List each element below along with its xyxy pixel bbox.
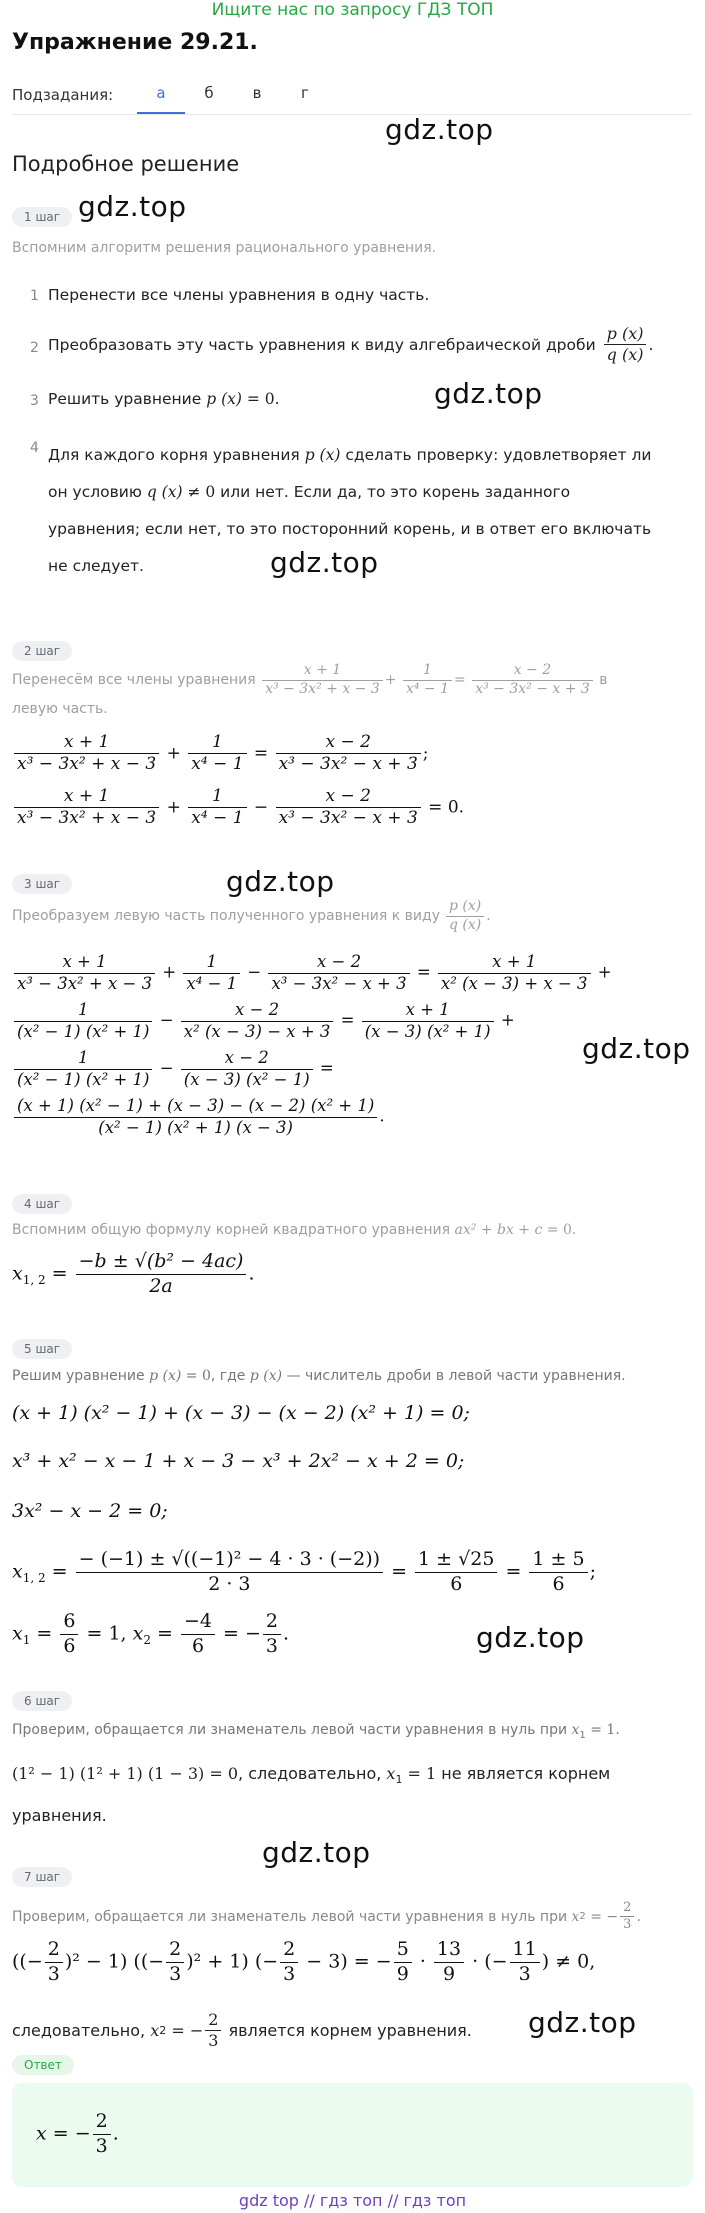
- page-title: Упражнение 29.21.: [12, 30, 258, 55]
- search-banner[interactable]: Ищите нас по запросу ГДЗ ТОП: [211, 0, 494, 20]
- tabs-divider: [12, 114, 692, 115]
- equation: $\frac{\text{(x + 1) (x² − 1) + (x − 3) − (x − 2) (x² + 1)}}{\text{(x² − 1) (x² + 1) (x − 3)}}$ .: [12, 1096, 385, 1138]
- equation: $x_1$ = $\frac{6}{6}$ = 1, $x_2$ = $\frac{-4}{6}$ = − $\frac{2}{3}$ .: [12, 1610, 290, 1657]
- subtasks-label: Подзадания:: [12, 86, 114, 104]
- equation: x³ + x² − x − 1 + x − 3 − x³ + 2x² − x + 2 = 0;: [12, 1450, 465, 1472]
- step-text: следовательно, x 2 = − $\frac{2}{3}$ является корнем уравнения.: [12, 2010, 472, 2050]
- subtask-tabs: [137, 84, 329, 114]
- equation: (x + 1) (x² − 1) + (x − 3) − (x − 2) (x² + 1) = 0;: [12, 1402, 470, 1424]
- watermark: gdz.top: [78, 190, 187, 223]
- tab-g[interactable]: г: [301, 84, 309, 102]
- watermark: gdz.top: [434, 377, 543, 410]
- footer-links[interactable]: gdz top // гдз топ // гдз топ: [238, 2191, 467, 2210]
- equation: $\frac{x + 1}{\text{x³ − 3x² + x − 3}}$ + $\frac{1}{\text{x⁴ − 1}}$ − $\frac{x - 2}{\text{x³ − 3x² − x + 3}}$ = 0.: [12, 786, 464, 830]
- equation: 3x² − x − 2 = 0;: [12, 1500, 168, 1522]
- equation: $\frac{1}{\text{(x² − 1) (x² + 1)}}$ − $\frac{x - 2}{\text{x² (x − 3) − x + 3}}$ = $\frac{x + 1}{\text{(x − 3) (x² + 1)}}$ +: [12, 1000, 515, 1042]
- list-item: Решить уравнение p (x) = 0.: [48, 390, 280, 408]
- step-hint: Проверим, обращается ли знаменатель левой части уравнения в нуль при $x_1 = 1$.: [12, 1722, 620, 1741]
- list-item: Преобразовать эту часть уравнения к виду алгебраической дроби $\frac{p (x)}{q (x)}$ .: [48, 324, 654, 364]
- equation: $x_{1, 2}$ = $\frac{\text{− (−1) ± √((−1)² − 4 · 3 · (−2))}}{2 \cdot 3}$ = $\frac{1 \pm √25}{6}$ = $\frac{1 \pm 5}{6}$ ;: [12, 1548, 597, 1595]
- watermark: gdz.top: [582, 1032, 691, 1065]
- step-text: (1² − 1) (1² + 1) (1 − 3) = 0, следовательно, $x_1 = 1$ не является корнем уравнения.: [12, 1764, 611, 1826]
- list-number: 2: [30, 340, 39, 356]
- step-hint: Вспомним общую формулу корней квадратного уравнения ax² + bx + c = 0.: [12, 1222, 577, 1238]
- solution-heading: Подробное решение: [12, 152, 240, 176]
- step-badge: 2 шаг: [12, 641, 72, 661]
- answer-equation: x = − $\frac{2}{3}$ .: [36, 2110, 119, 2157]
- step-badge: 6 шаг: [12, 1691, 72, 1711]
- tab-a[interactable]: а: [137, 84, 185, 114]
- step-badge: 3 шаг: [12, 874, 72, 894]
- step-hint: Проверим, обращается ли знаменатель левой части уравнения в нуль при x 2 = − $\frac{2}{3}$ .: [12, 1900, 641, 1933]
- step-hint: Решим уравнение p (x) = 0, где p (x) — числитель дроби в левой части уравнения.: [12, 1368, 626, 1384]
- step-hint: Вспомним алгоритм решения рационального уравнения.: [12, 240, 437, 256]
- step-badge: 1 шаг: [12, 207, 72, 227]
- step-hint: Преобразуем левую часть полученного уравнения к виду $\frac{p (x)}{q (x)}$ .: [12, 898, 491, 933]
- watermark: gdz.top: [528, 2006, 637, 2039]
- watermark: gdz.top: [262, 1836, 371, 1869]
- tab-b[interactable]: б: [204, 84, 214, 102]
- step-hint: Перенесём все члены уравнения $\frac{x + 1}{\text{x³ − 3x² + x − 3}}$ + $\frac{1}{\text{x⁴ − 1}}$ = $\frac{x - 2}{\text{x³ − 3x² − x + 3}}$ в левую часть.: [12, 662, 608, 717]
- tab-v[interactable]: в: [252, 84, 262, 102]
- list-item: Для каждого корня уравнения p (x) сделать проверку: удовлетворяет ли он условию q (x) ≠ 0 или нет. Если да, то это корень заданного уравнения; если нет, то это посторонний корень, и в ответ его включать не следует.: [48, 446, 652, 575]
- equation: $x_{1, 2}$ = $\frac{\text{−b ± √(b² − 4ac)}}{2a}$ .: [12, 1250, 255, 1297]
- answer-badge: Ответ: [12, 2055, 74, 2075]
- equation: $\frac{x + 1}{\text{x³ − 3x² + x − 3}}$ + $\frac{1}{\text{x⁴ − 1}}$ − $\frac{x - 2}{\text{x³ − 3x² − x + 3}}$ = $\frac{x + 1}{\text{x² (x − 3) + x − 3}}$ +: [12, 952, 612, 994]
- equation: $\frac{1}{\text{(x² − 1) (x² + 1)}}$ − $\frac{x - 2}{\text{(x − 3) (x² − 1)}}$ =: [12, 1048, 334, 1090]
- watermark: gdz.top: [270, 546, 379, 579]
- equation: ((− $\frac{2}{3}$ )² − 1) ((− $\frac{2}{3}$ )² + 1) (− $\frac{2}{3}$ − 3) = − $\frac{5}{9}$ · $\frac{13}{9}$ · (− $\frac{11}{3}$ ) ≠ 0,: [12, 1938, 596, 1985]
- step-badge: 5 шаг: [12, 1339, 72, 1359]
- list-number: 3: [30, 393, 39, 409]
- watermark: gdz.top: [385, 113, 494, 146]
- step-badge: 7 шаг: [12, 1867, 72, 1887]
- list-number: 4: [30, 440, 39, 456]
- watermark: gdz.top: [226, 865, 335, 898]
- step-badge: 4 шаг: [12, 1194, 72, 1214]
- equation: $\frac{x + 1}{\text{x³ − 3x² + x − 3}}$ + $\frac{1}{\text{x⁴ − 1}}$ = $\frac{x - 2}{\text{x³ − 3x² − x + 3}}$ ;: [12, 732, 429, 776]
- list-number: 1: [30, 288, 39, 304]
- watermark: gdz.top: [476, 1621, 585, 1654]
- list-item: Перенести все члены уравнения в одну часть.: [48, 286, 430, 304]
